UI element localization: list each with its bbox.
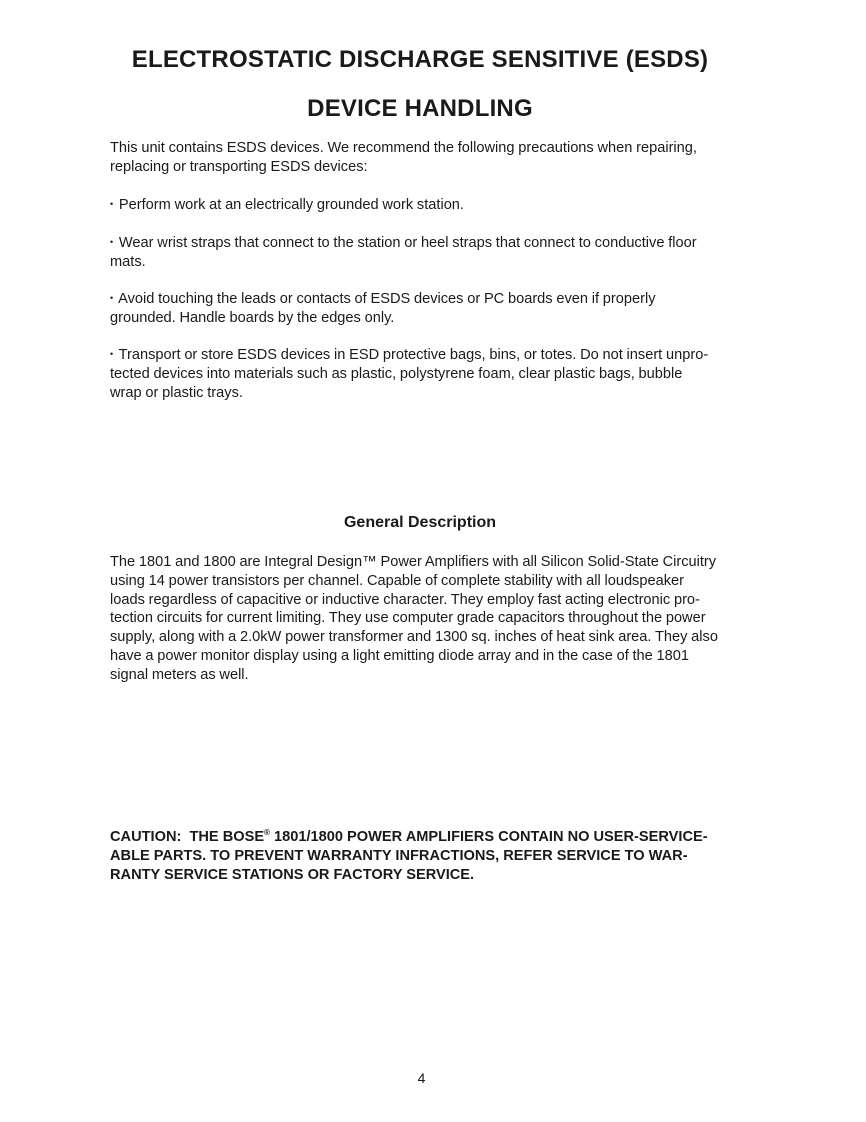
bullet-icon: • (110, 293, 114, 303)
intro-line: This unit contains ESDS devices. We recommend the following precautions when repairing, (110, 140, 697, 156)
precaution-bullet (110, 195, 755, 215)
bullet-line: wrap or plastic trays. (110, 384, 243, 401)
caution-line: ABLE PARTS. TO PREVENT WARRANTY INFRACTIONS, REFER SERVICE TO WAR- (110, 848, 688, 864)
general-description-paragraph (110, 553, 755, 685)
precaution-bullet (110, 289, 755, 328)
description-line: have a power monitor display using a light emitting diode array and in the case of the 1801 (110, 647, 690, 664)
bullet-line (110, 233, 755, 253)
intro-line: replacing or transporting ESDS devices: (110, 158, 368, 175)
page-number: 4 (417, 1070, 426, 1086)
bullet-line: mats. (110, 253, 146, 270)
intro-paragraph (110, 139, 755, 177)
general-description-heading: General Description (343, 514, 497, 531)
bullet-text: Avoid touching the leads or contacts of ESDS devices or PC boards even if properly (118, 291, 656, 307)
description-line: signal meters as well. (110, 666, 249, 683)
description-line: supply, along with a 2.0kW power transformer and 1300 sq. inches of heat sink area. They also (110, 629, 718, 646)
registered-mark: ® (264, 828, 270, 837)
bullet-line (110, 345, 755, 365)
bullet-line (110, 195, 755, 215)
bullet-text: Perform work at an electrically grounded work station. (118, 197, 464, 213)
description-line: The 1801 and 1800 are Integral Design™ Power Amplifiers with all Silicon Solid-State Circuitry (110, 554, 717, 570)
bullet-icon: • (110, 349, 114, 359)
bullet-line: tected devices into materials such as plastic, polystyrene foam, clear plastic bags, bubble (110, 365, 683, 382)
precaution-bullet (110, 345, 755, 402)
precaution-bullet (110, 233, 755, 272)
caution-line: RANTY SERVICE STATIONS OR FACTORY SERVICE. (110, 867, 475, 883)
description-line: loads regardless of capacitive or inductive character. They employ fast acting electronic pro- (110, 591, 700, 608)
page-title-line-2: DEVICE HANDLING (307, 95, 533, 122)
description-line: using 14 power transistors per channel. Capable of complete stability with all loudspeaker (110, 572, 684, 589)
bullet-line (110, 289, 755, 309)
description-line: tection circuits for current limiting. They use computer grade capacitors throughout the power (110, 610, 706, 627)
caution-line (110, 828, 770, 847)
caution-notice (110, 828, 770, 885)
caution-line-1-rest: 1801/1800 POWER AMPLIFIERS CONTAIN NO USER-SERVICE- (269, 829, 708, 845)
bullet-text: Transport or store ESDS devices in ESD protective bags, bins, or totes. Do not insert unpro- (118, 347, 709, 363)
page-title-line-1: ELECTROSTATIC DISCHARGE SENSITIVE (ESDS) (131, 46, 709, 73)
bullet-icon: • (110, 237, 114, 247)
bullet-icon: • (110, 199, 114, 209)
bullet-line: grounded. Handle boards by the edges only. (110, 309, 395, 326)
bullet-text: Wear wrist straps that connect to the station or heel straps that connect to conductive floor (118, 235, 697, 251)
caution-prefix: CAUTION: THE BOSE (110, 829, 265, 845)
